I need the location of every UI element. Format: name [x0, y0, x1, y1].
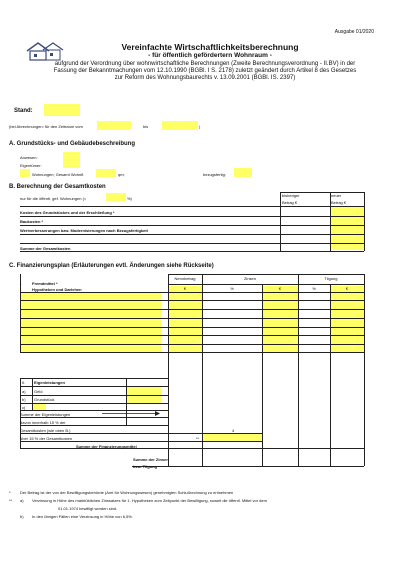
c-nennbetrag-fill[interactable] — [168, 286, 202, 352]
wohnungen-label: Wohnungen; Gesamt Wohnfl. — [32, 172, 85, 177]
b-percent-field[interactable] — [106, 193, 126, 201]
c-roman-2: II. — [22, 380, 26, 385]
page-title: Vereinfachte Wirtschaftlichkeitsberechnung — [121, 42, 299, 52]
c-letter-c: c) — [22, 405, 26, 410]
bezugsfertig-field[interactable] — [234, 168, 252, 177]
c-geld-fill[interactable] — [126, 387, 161, 395]
footnote-2-cont: 01.01.1974 bewilligt worden sind. — [58, 506, 118, 511]
c-gesamtkosten: Gesamtkosten (wie oben B.) — [20, 428, 71, 433]
b-row-wertverbesserung: Wertverbesserungen bzw. Modernisierungen nach Bezugsfertigkeit — [20, 228, 148, 233]
period-to-label: bis — [143, 124, 149, 129]
c-col-zinsen-percent: % — [230, 286, 234, 291]
b-col-bisher-unit: Betrag € — [282, 200, 298, 205]
stand-label: Stand: — [14, 108, 33, 114]
footnote-3: In den übrigen Fällen eine Verzinsung in Höhe von 6,5%. — [32, 514, 133, 519]
footnote-star: * — [9, 490, 11, 495]
c-letter-b: b) — [22, 397, 26, 402]
stand-field[interactable] — [44, 104, 80, 116]
c-summe-eigen: Summe der Eigenleistungen — [20, 412, 71, 417]
section-c-title: C. Finanzierungsplan (Erläuterungen evtl. Änderungen siehe Rückseite) — [9, 263, 214, 269]
c-ueber-fill[interactable] — [203, 434, 262, 441]
c-eigenleistungen: Eigenleistungen — [34, 380, 65, 385]
footnote-2: Verzinsung in Höhe des marktüblichen Zinssatzes für 1. Hypotheken zum Zeitpunkt der Bewilligung, soweit die öffentl. Mittel vor dem — [32, 498, 267, 503]
b-note-suffix: %) — [127, 196, 132, 201]
c-col-tilgung-euro: € — [345, 286, 349, 291]
c-grundstueck: Grundstück — [34, 397, 55, 402]
c-davon: davon innerhalb 15 % der — [20, 420, 66, 425]
section-b-title: B. Berechnung der Gesamtkosten — [9, 184, 106, 190]
qm-label: qm; — [118, 172, 125, 177]
c-geld: Geld — [34, 389, 43, 394]
c-zinsen-percent-fill[interactable] — [262, 286, 298, 352]
legal-line-1: aufgrund der Verordnung über wohnwirtschaftliche Berechnungen (Zweite Berechnungsverordnung - II.BV) in der — [54, 61, 356, 67]
c-grundstueck-fill[interactable] — [126, 395, 161, 403]
period-to-field[interactable] — [162, 121, 201, 130]
c-roman-1: I. — [20, 281, 23, 286]
c-col-zinsen-euro: € — [278, 286, 282, 291]
c-bzw-tilgung: bzw. Tilgung — [133, 464, 157, 469]
footnote-2-a: a) — [20, 498, 24, 503]
footnote-1: Der Betrag ist der von der Bewilligungsbehörde (Amt für Wohnungswesen) genehmigten Schlußrechnung zu entnehmen — [20, 490, 234, 495]
b-col-bisher: bisheriger — [282, 193, 300, 198]
b-row-baukosten: Baukosten * — [20, 219, 44, 224]
arrow-right-icon — [100, 410, 162, 417]
c-tilgung-percent-fill[interactable] — [330, 286, 364, 352]
period-suffix: ) — [199, 124, 201, 129]
c-ueber: über 15 % der Gesamtkosten — [20, 436, 73, 441]
c-col-zinsen: Zinsen — [243, 276, 256, 281]
c-stars: ** — [196, 436, 200, 441]
c-col-nennbetrag-unit: € — [183, 286, 187, 291]
footnote-2-mark: ** — [9, 498, 13, 503]
b-row-summe: Summe der Gesamtkosten — [20, 246, 71, 251]
wohnflaeche-field[interactable] — [96, 169, 116, 177]
section-a-title: A. Grundstücks- und Gebäudebeschreibung — [9, 141, 136, 147]
c-letter-a: a) — [22, 389, 26, 394]
c-lender-fill[interactable] — [20, 292, 161, 352]
edition-label: Ausgabe 01/2020 — [334, 29, 374, 35]
c-col-nennbetrag: Nennbetrag — [174, 276, 196, 281]
b-col-neu-unit: Betrag € — [331, 200, 347, 205]
page-subtitle: - für öffentlich gefördertern Wohnraum - — [148, 52, 272, 59]
house-logo-icon — [23, 39, 65, 63]
anwesen-label: Anwesen: — [20, 155, 38, 160]
c-c-fill[interactable] — [32, 403, 46, 410]
footnote-3-b: b) — [20, 514, 24, 519]
b-col-neu: neuer — [331, 193, 342, 198]
c-hypotheken: Hypotheken und Darlehen — [32, 287, 82, 292]
b-row-grundstueck: Kosten des Grundstückes und der Erschließung * — [20, 210, 115, 215]
legal-line-3: zur Reform des Wohnungsbaurechts v. 13.09.2001 (BGBl. IS. 2397) — [114, 75, 296, 81]
bezugsfertig-label: bezugsfertig: — [203, 172, 226, 177]
period-from-field[interactable] — [97, 121, 131, 130]
period-prefix: (bei Abrechnungen: für den Zeitraum vom — [9, 124, 83, 129]
c-col-tilgung-percent: % — [312, 286, 316, 291]
wohnungen-count-field[interactable] — [20, 169, 30, 177]
b-note-prefix: nur für die öffentl. gef. Wohnungen (= — [20, 196, 87, 201]
c-summe-fin: Summe der Finanzierungsmittel — [76, 444, 137, 449]
c-summe-zinsen: Summe der Zinsen — [133, 457, 169, 462]
eigentuemer-label: Eigentümer: — [20, 163, 42, 168]
c-fremdmittel: Fremdmittel * — [32, 281, 58, 286]
eigentuemer-field[interactable] — [63, 160, 80, 168]
anwesen-field[interactable] — [63, 152, 80, 160]
legal-line-2: Fassung der Bekanntmachungen vom 12.10.1990 (BGBl. I S. 2178) zuletzt geändert durch Artikel 8 des Gesetzes — [53, 68, 357, 74]
c-note-4: 4 — [232, 428, 235, 433]
c-col-tilgung: Tilgung — [324, 276, 338, 281]
